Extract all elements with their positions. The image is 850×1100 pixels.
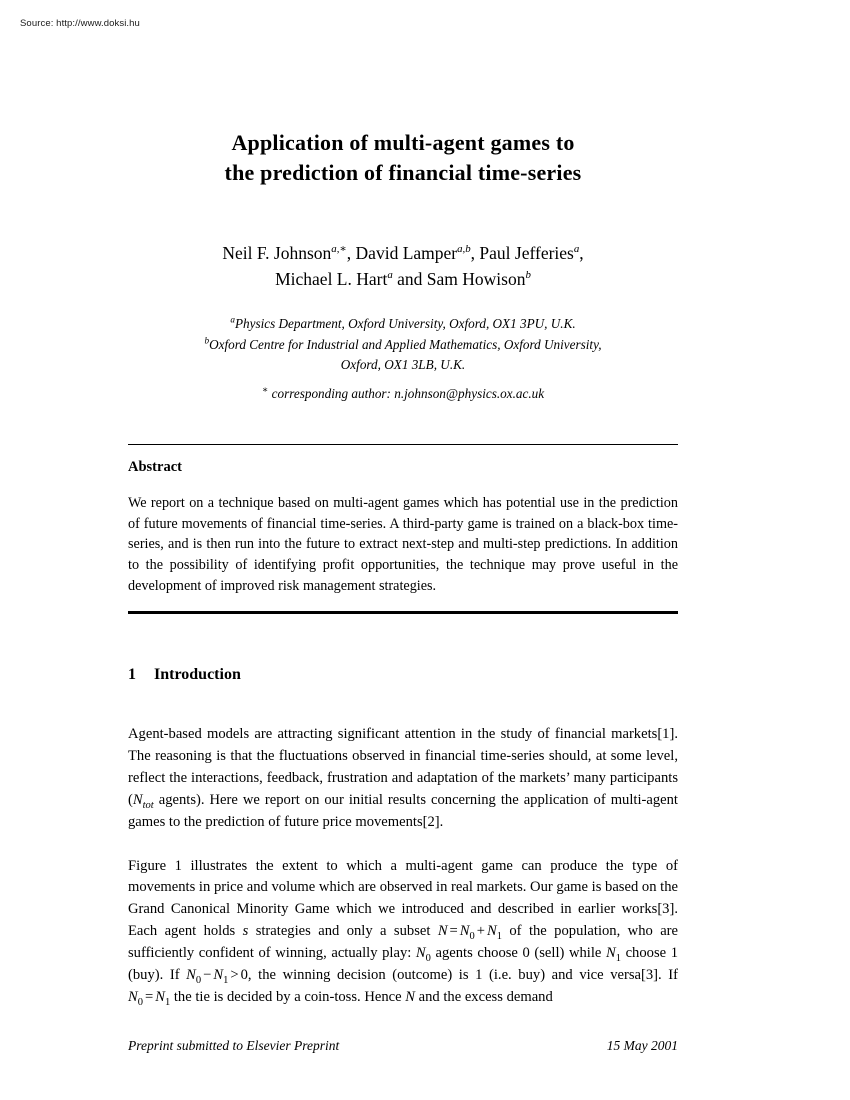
author-hart-affil-marker: a (387, 269, 393, 282)
equation2-N0: N (186, 966, 196, 983)
affiliation-b-marker: b (204, 335, 210, 346)
equation1-N: N (437, 923, 448, 940)
corresponding-marker: ∗ (261, 385, 269, 396)
equation3-N1-subscript: 1 (164, 996, 171, 1008)
author-line-1-comma: , (579, 242, 584, 263)
author-johnson-affil-marker: a,∗ (331, 242, 347, 255)
equation1-N1: N (487, 923, 497, 940)
affiliation-a (128, 314, 678, 334)
corresponding-author-note (128, 386, 678, 402)
symbol-N-tot-subscript: tot (142, 799, 154, 811)
equation1-N1-subscript: 1 (496, 931, 502, 943)
author-line-2 (128, 266, 678, 292)
para2-text-g: the tie is decided by a coin-toss. Hence (170, 988, 406, 1005)
para2-text-f: , the winning decision (outcome) is 1 (i.e. buy) and vice versa[3]. If (247, 966, 678, 983)
para2-text-e: choose 1 (buy). If (128, 945, 679, 983)
equation1-equals: = (449, 923, 458, 940)
equation1-N0: N (459, 923, 470, 940)
paragraph-intro-2 (128, 856, 678, 1009)
abstract-body: We report on a technique based on multi-agent games which has potential use in the prediction of future movements of financial time-series. A third-party game is trained on a black-box time-series, and is then run into the future to extract next-step and multi-step predictions. In addition to the possibility of identifying profit opportunities, the technique may prove useful in the development of improved risk management strategies. (128, 494, 678, 595)
para2-text-h: and the excess demand (414, 988, 553, 1005)
equation3-N0-subscript: 0 (137, 996, 143, 1008)
author-howison-affil-marker: b (525, 269, 531, 282)
source-watermark: Source: http://www.doksi.hu (20, 18, 140, 29)
equation1-plus: + (476, 923, 485, 940)
abstract-heading: Abstract (128, 458, 182, 475)
equation1-N0-subscript: 0 (469, 931, 475, 943)
para2-text-b: strategies and only a subset (248, 923, 438, 940)
section-title: Introduction (154, 666, 241, 684)
section-number: 1 (128, 666, 136, 684)
affiliation-b-line-2: Oxford, OX1 3LB, U.K. (340, 357, 466, 373)
symbol-N1: N (606, 945, 616, 962)
page-title (128, 128, 678, 188)
para2-text-d: agents choose 0 (sell) while (430, 945, 606, 962)
author-johnson: Neil F. Johnson (222, 242, 332, 263)
author-list (128, 240, 678, 293)
para2-text-c: of the population, who are sufficiently confident of winning, actually play: (128, 923, 679, 962)
affiliation-list (128, 314, 678, 375)
footer-left: Preprint submitted to Elsevier Preprint (128, 1038, 340, 1053)
document-content (128, 0, 678, 1009)
author-hart: Michael L. Hart (275, 269, 388, 290)
para2-text-a: Figure 1 illustrates the extent to which a multi-agent game can produce the type of movements in price and volume which are observed in real markets. Our game is based on the Grand Canonical Minority Game which we introduced and described in earlier works[3]. Each agent holds (128, 857, 678, 940)
symbol-N0: N (415, 945, 426, 962)
affiliation-a-text: Physics Department, Oxford University, Oxford, OX1 3PU, U.K. (234, 316, 576, 332)
page-footer (128, 1038, 678, 1054)
equation2-N0-subscript: 0 (195, 974, 202, 986)
para1-text-a: Agent-based models are attracting significant attention in the study of financial markets[1]. The reasoning is that the fluctuations observed in financial time-series should, at some level, reflect the interactions, feedback, frustration and adaptation of the markets’ many participants ( (128, 726, 678, 808)
author-lamper-affil-marker: a,b (457, 242, 471, 255)
paragraph-intro-1 (128, 724, 678, 833)
symbol-N-last: N (405, 988, 415, 1005)
abstract-bottom-rule (128, 611, 678, 614)
footer-right: 15 May 2001 (606, 1038, 678, 1053)
equation2-zero: 0 (240, 966, 248, 983)
equation3-N1: N (155, 988, 165, 1005)
symbol-N-tot: N (132, 791, 143, 808)
symbol-s: s (242, 923, 249, 940)
section-heading-introduction (128, 666, 678, 684)
affiliation-b-line-1 (128, 335, 678, 355)
para1-text-b: agents). Here we report on our initial results concerning the application of multi-agent games to the prediction of future price movements[2]. (128, 791, 678, 830)
author-howison: and Sam Howison (392, 269, 526, 290)
title-line-2: the prediction of financial time-series (224, 159, 582, 185)
author-jefferies: , Paul Jefferies (470, 242, 574, 263)
symbol-N0-subscript: 0 (425, 952, 431, 964)
symbol-N1-subscript: 1 (615, 952, 621, 964)
equation2-N1-subscript: 1 (223, 974, 229, 986)
affiliation-b-text-1: Oxford Centre for Industrial and Applied Mathematics, Oxford University, (209, 336, 602, 352)
equation2-N1: N (213, 966, 224, 983)
author-line-1 (128, 240, 678, 266)
equation3-N0: N (128, 988, 138, 1005)
author-lamper: , David Lamper (346, 242, 458, 263)
title-line-1: Application of multi-agent games to (231, 130, 575, 155)
abstract-top-rule (128, 444, 678, 445)
affiliation-a-marker: a (230, 314, 235, 325)
equation2-minus: − (203, 966, 212, 983)
equation2-greater-than: > (230, 966, 239, 983)
equation3-equals: = (144, 988, 154, 1005)
author-jefferies-affil-marker: a (573, 242, 580, 255)
corresponding-text: corresponding author: n.johnson@physics.ox.ac.uk (271, 385, 545, 401)
